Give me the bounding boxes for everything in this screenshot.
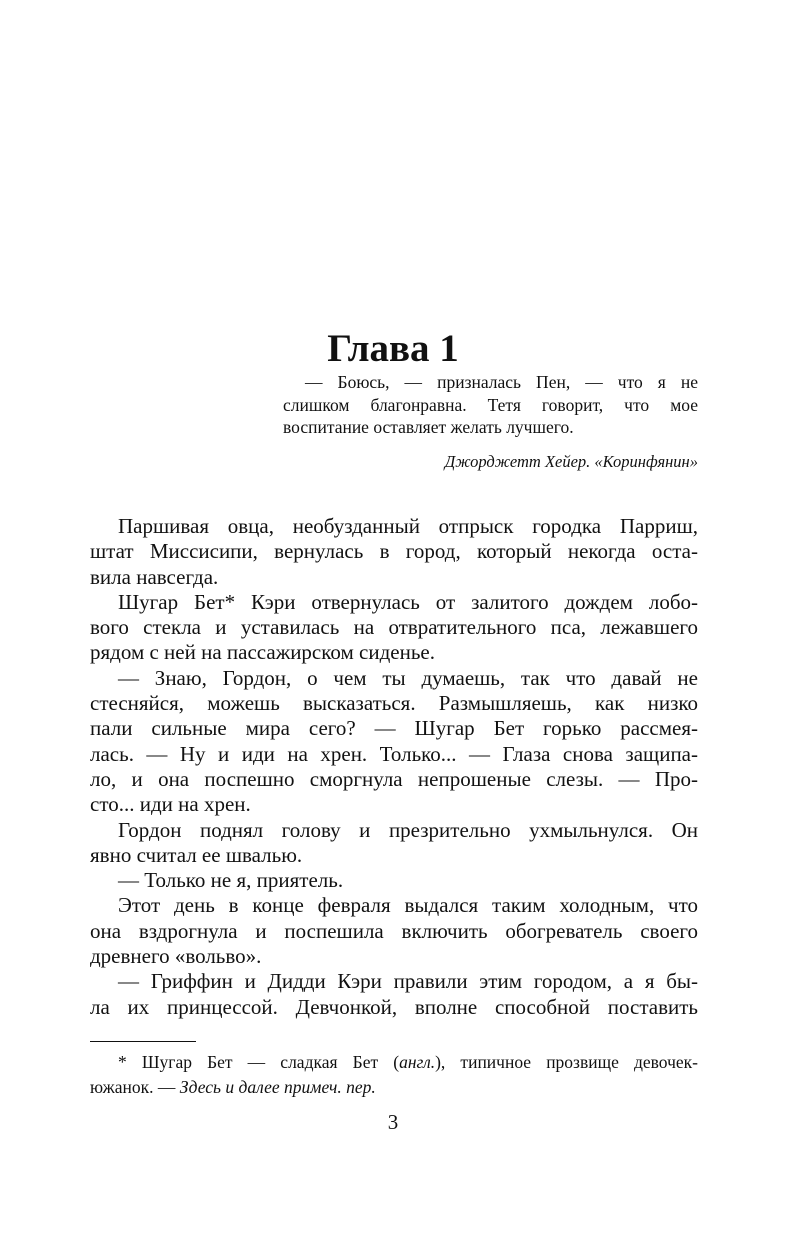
text-line: древнего «вольво». xyxy=(90,944,262,969)
text-line: — Гриффин и Дидди Кэри правили этим городом, а я бы- xyxy=(118,969,698,994)
footnote-italic: англ. xyxy=(399,1052,436,1072)
text-line: пали сильные мира сего? — Шугар Бет горько рассмея- xyxy=(90,716,698,741)
text-line: вого стекла и уставилась на отвратительного пса, лежавшего xyxy=(90,615,698,640)
text-line: лась. — Ну и иди на хрен. Только... — Глаза снова защипа- xyxy=(90,741,698,766)
epigraph-line: — Боюсь, — призналась Пен, — что я не xyxy=(305,372,698,392)
text-line: ло, и она поспешно сморгнула непрошеные слезы. — Про- xyxy=(90,766,698,791)
epigraph xyxy=(283,371,698,439)
text-line: Гордон поднял голову и презрительно ухмыльнулся. Он xyxy=(118,817,698,842)
text-line: явно считал ее швалью. xyxy=(90,842,303,867)
text-line: вила навсегда. xyxy=(90,564,219,589)
text-line: Этот день в конце февраля выдался таким холодным, что xyxy=(118,893,698,918)
footnote-divider xyxy=(90,1041,196,1042)
epigraph-line: воспитание оставляет желать лучшего. xyxy=(283,417,574,438)
body-text xyxy=(90,514,698,1020)
footnote-text: южанок. — xyxy=(90,1077,180,1097)
text-line: сто... иди на хрен. xyxy=(90,792,251,817)
text-line: Паршивая овца, необузданный отпрыск городка Парриш, xyxy=(118,514,698,538)
footnote-line xyxy=(90,1075,698,1100)
epigraph-line: слишком благонравна. Тетя говорит, что мое xyxy=(283,394,698,415)
text-line: — Только не я, приятель. xyxy=(118,868,344,893)
epigraph-attribution: Джорджетт Хейер. «Коринфянин» xyxy=(444,452,698,471)
footnote-italic: Здесь и далее примеч. пер. xyxy=(179,1077,376,1097)
page-number: 3 xyxy=(387,1110,399,1134)
footnote-text: * Шугар Бет — сладкая Бет ( xyxy=(118,1052,400,1072)
text-line: стесняйся, можешь высказаться. Размышляешь, как низко xyxy=(90,691,698,716)
footnote xyxy=(90,1050,698,1100)
footnote-line xyxy=(90,1050,698,1075)
footnote-text: ), типичное прозвище девочек- xyxy=(435,1052,698,1072)
text-line: ла их принцессой. Девчонкой, вполне способной поставить xyxy=(90,994,698,1019)
text-line: штат Миссисипи, вернулась в город, который некогда оста- xyxy=(90,539,698,564)
text-line: Шугар Бет* Кэри отвернулась от залитого дождем лобо- xyxy=(118,589,698,614)
text-line: рядом с ней на пассажирском сиденье. xyxy=(90,640,435,665)
text-line: она вздрогнула и поспешила включить обогреватель своего xyxy=(90,918,698,943)
chapter-title: Глава 1 xyxy=(327,327,459,370)
text-line: — Знаю, Гордон, о чем ты думаешь, так что давай не xyxy=(118,665,698,690)
